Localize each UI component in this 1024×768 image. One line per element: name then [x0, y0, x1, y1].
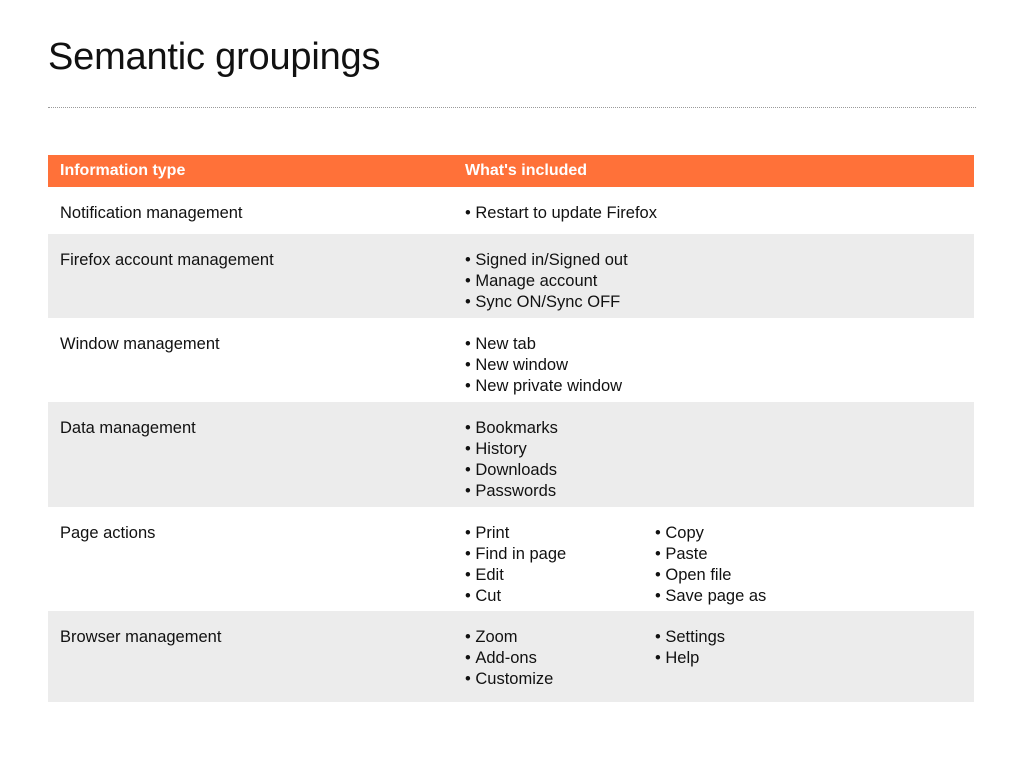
list-item: • Customize — [465, 669, 655, 690]
list-item: • Manage account — [465, 271, 655, 292]
header-whats-included: What's included — [465, 162, 588, 179]
items-column-secondary — [655, 523, 766, 607]
list-item: • Add-ons — [465, 648, 655, 669]
title-divider — [48, 107, 976, 108]
items-column — [465, 203, 655, 224]
row-type-label: Window management — [60, 335, 220, 353]
list-item: • Sync ON/Sync OFF — [465, 292, 655, 313]
table-row — [48, 611, 974, 702]
row-type-label: Firefox account management — [60, 251, 274, 269]
items-column — [465, 250, 655, 313]
items-column — [465, 418, 655, 502]
row-items — [453, 627, 974, 690]
row-items — [453, 418, 974, 502]
list-item: • Edit — [465, 565, 655, 586]
header-information-type: Information type — [60, 162, 186, 179]
row-items — [453, 334, 974, 397]
items-column — [465, 627, 655, 690]
table-row — [48, 402, 974, 507]
table-row — [48, 234, 974, 318]
table-row — [48, 187, 974, 234]
row-type-label: Notification management — [60, 204, 243, 222]
row-type-label: Data management — [60, 419, 196, 437]
list-item: • Paste — [655, 544, 766, 565]
list-item: • New private window — [465, 376, 655, 397]
semantic-groupings-table — [48, 155, 974, 702]
table-row — [48, 507, 974, 611]
list-item: • New tab — [465, 334, 655, 355]
list-item: • Settings — [655, 627, 725, 648]
list-item: • Downloads — [465, 460, 655, 481]
table-header — [48, 155, 974, 187]
list-item: • Cut — [465, 586, 655, 607]
row-items — [453, 523, 974, 607]
list-item: • Find in page — [465, 544, 655, 565]
list-item: • Signed in/Signed out — [465, 250, 655, 271]
row-items — [453, 203, 974, 224]
row-type-label: Browser management — [60, 628, 222, 646]
list-item: • Print — [465, 523, 655, 544]
list-item: • Copy — [655, 523, 766, 544]
table-row — [48, 318, 974, 402]
items-column — [465, 523, 655, 607]
list-item: • Save page as — [655, 586, 766, 607]
list-item: • Open file — [655, 565, 766, 586]
row-items — [453, 250, 974, 313]
items-column-secondary — [655, 627, 725, 690]
list-item: • Help — [655, 648, 725, 669]
list-item: • Zoom — [465, 627, 655, 648]
row-type-label: Page actions — [60, 524, 156, 542]
items-column — [465, 334, 655, 397]
list-item: • Passwords — [465, 481, 655, 502]
page-title: Semantic groupings — [48, 36, 381, 78]
list-item: • Bookmarks — [465, 418, 655, 439]
list-item: • Restart to update Firefox — [465, 203, 655, 224]
list-item: • New window — [465, 355, 655, 376]
list-item: • History — [465, 439, 655, 460]
